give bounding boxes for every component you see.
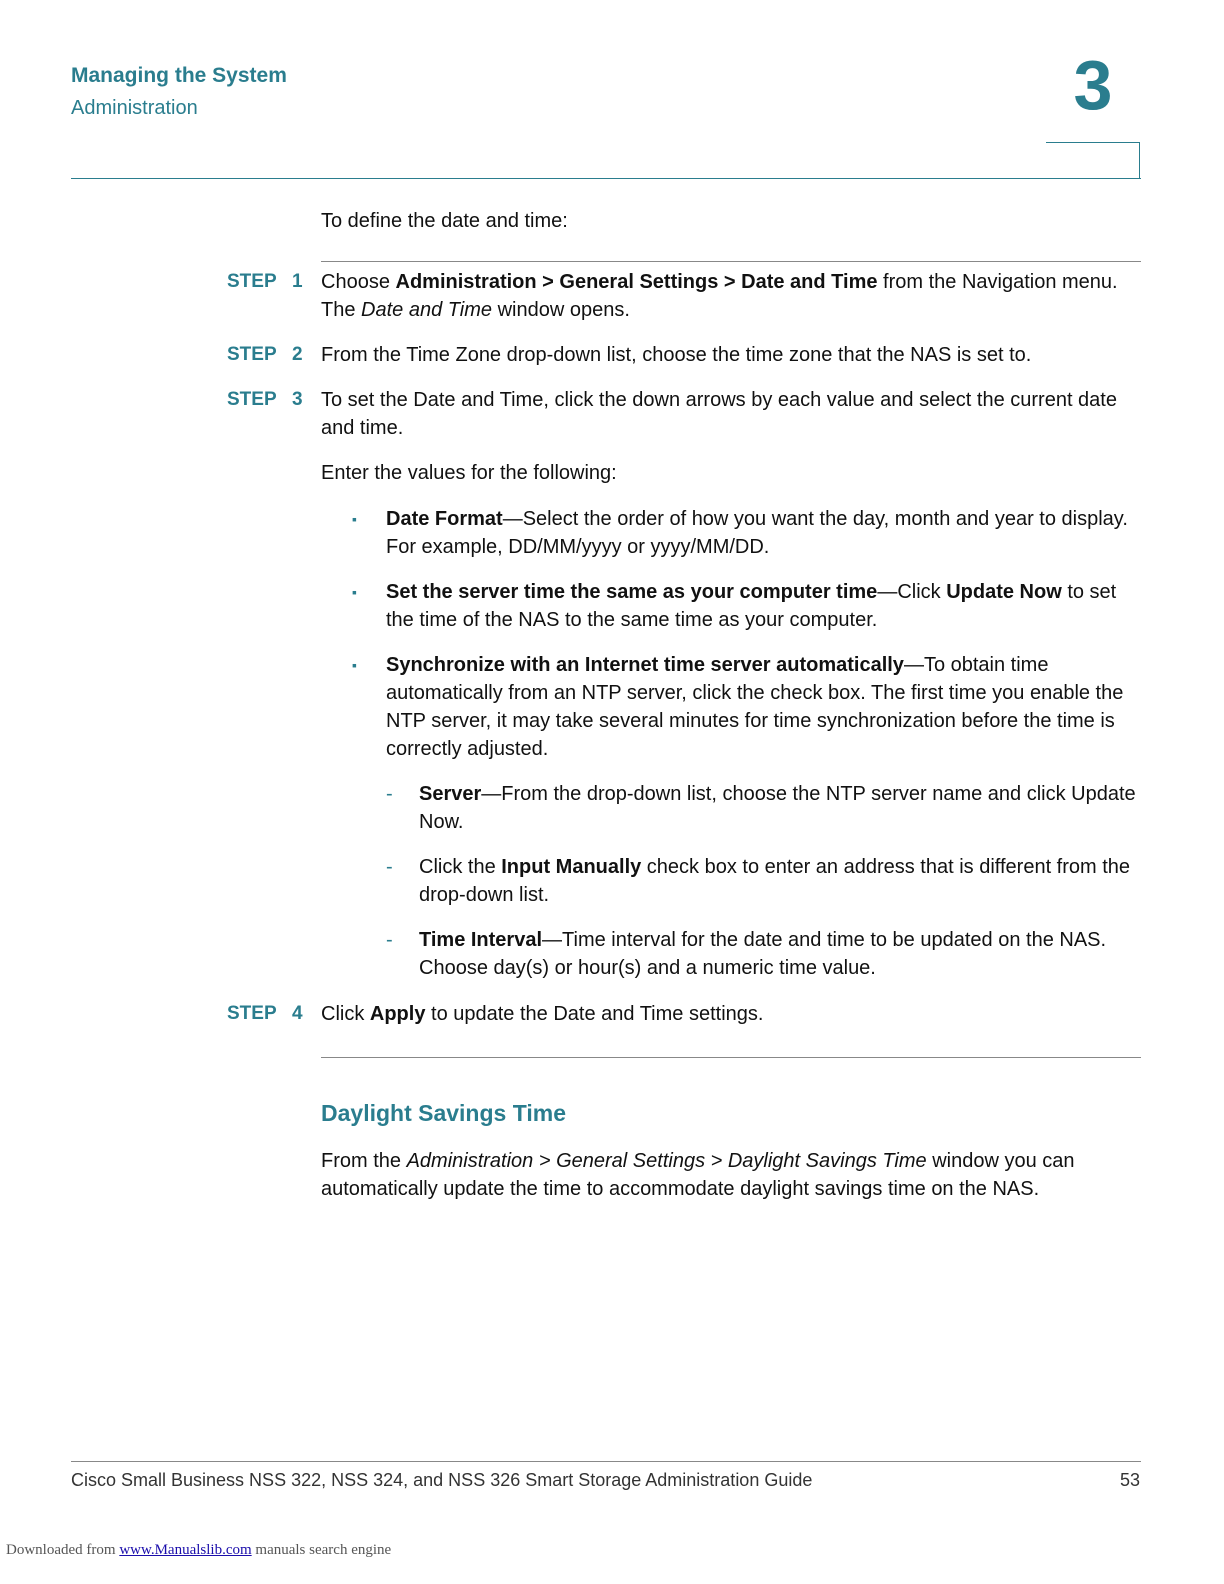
step-word: STEP (227, 1003, 277, 1024)
page-number: 53 (1119, 1470, 1140, 1490)
section-title: Daylight Savings Time (321, 1100, 566, 1126)
text-run: —Time interval for the date and time to be updated on the NAS. Choose day(s) or hour(s) and a numeric time value. (419, 929, 1107, 979)
sub-bullet-server (419, 780, 1146, 836)
section-body (321, 1147, 1146, 1203)
term: Time Interval (419, 929, 543, 951)
manualslib-link[interactable]: www.Manualslib.com (119, 1542, 252, 1558)
dash-marker: - (386, 783, 393, 805)
text-run: to set the time of the NAS to the same time as your computer. (386, 581, 1117, 631)
step-number: 3 (292, 389, 303, 410)
step-number: 4 (292, 1003, 303, 1024)
text-run: window you can automatically update the time to accommodate daylight savings time on the NAS. (321, 1150, 1075, 1200)
step-number: 1 (292, 271, 303, 292)
text-run: to update the Date and Time settings. (425, 1003, 764, 1025)
text-run: Click (321, 1003, 370, 1025)
step-word: STEP (227, 389, 277, 410)
text-run: window opens. (492, 299, 630, 321)
chapter-box (1046, 142, 1140, 178)
intro-rule (321, 261, 1141, 262)
bullet-date-format (386, 505, 1146, 561)
step-label (227, 1000, 303, 1028)
text-run: from the Navigation menu. The (321, 271, 1118, 321)
window-name: Date and Time (361, 299, 493, 321)
sub-bullet-input-manually (419, 853, 1146, 909)
text-run: Choose (321, 271, 396, 293)
step-word: STEP (227, 344, 277, 365)
term: Synchronize with an Internet time server automatically (386, 654, 904, 676)
bullet-marker: ▪ (352, 584, 357, 600)
step-3-followup: Enter the values for the following: (321, 462, 617, 484)
bullet-marker: ▪ (352, 657, 357, 673)
text-run: —Click (877, 581, 947, 603)
text-run: From the (321, 1150, 407, 1172)
window-path: Administration > General Settings > Daylight Savings Time (406, 1150, 927, 1172)
text-run: check box to enter an address that is different from the drop-down list. (419, 856, 1131, 906)
ui-label: Apply (369, 1003, 426, 1025)
dash-marker: - (386, 929, 393, 951)
step-2-text: From the Time Zone drop-down list, choose the time zone that the NAS is set to. (321, 344, 1032, 366)
running-header-title: Managing the System (71, 64, 287, 87)
text-run: —To obtain time automatically from an NTP server, click the check box. The first time you enable the NTP server, it may take several minutes for time synchronization before the time is correctly adjusted. (386, 654, 1124, 760)
term: Set the server time the same as your computer time (386, 581, 878, 603)
step-label (227, 386, 303, 414)
step-3-text: To set the Date and Time, click the down arrows by each value and select the current date and time. (321, 389, 1117, 439)
text-run: manuals search engine (251, 1542, 392, 1558)
step-label (227, 268, 303, 296)
menu-path: Administration > General Settings > Date and Time (395, 271, 878, 293)
text-run: —Select the order of how you want the day, month and year to display. For example, DD/MM/yyyy or yyyy/MM/DD. (386, 508, 1128, 558)
header-rule (71, 178, 1141, 179)
dash-marker: - (386, 856, 393, 878)
intro-text: To define the date and time: (321, 210, 568, 232)
ui-label: Update Now (946, 581, 1062, 603)
step-label (227, 341, 303, 369)
step-number: 2 (292, 344, 303, 365)
chapter-number: 3 (1073, 46, 1113, 124)
download-notice (6, 1542, 391, 1559)
steps-end-rule (321, 1057, 1141, 1058)
sub-bullet-time-interval (419, 926, 1146, 982)
bullet-ntp-sync (386, 651, 1146, 763)
ui-label: Input Manually (501, 856, 642, 878)
step-4-text (321, 1000, 1146, 1028)
running-header-subtitle: Administration (71, 97, 198, 119)
bullet-server-time (386, 578, 1146, 634)
text-run: Downloaded from (6, 1542, 120, 1558)
step-word: STEP (227, 271, 277, 292)
footer-rule (71, 1461, 1141, 1462)
text-run: Click the (419, 856, 502, 878)
footer-title: Cisco Small Business NSS 322, NSS 324, and NSS 326 Smart Storage Administration Guide (71, 1470, 813, 1490)
term: Date Format (386, 508, 503, 530)
bullet-marker: ▪ (352, 511, 357, 527)
step-1-text (321, 268, 1146, 324)
text-run: —From the drop-down list, choose the NTP server name and click Update Now. (419, 783, 1136, 833)
term: Server (419, 783, 482, 805)
